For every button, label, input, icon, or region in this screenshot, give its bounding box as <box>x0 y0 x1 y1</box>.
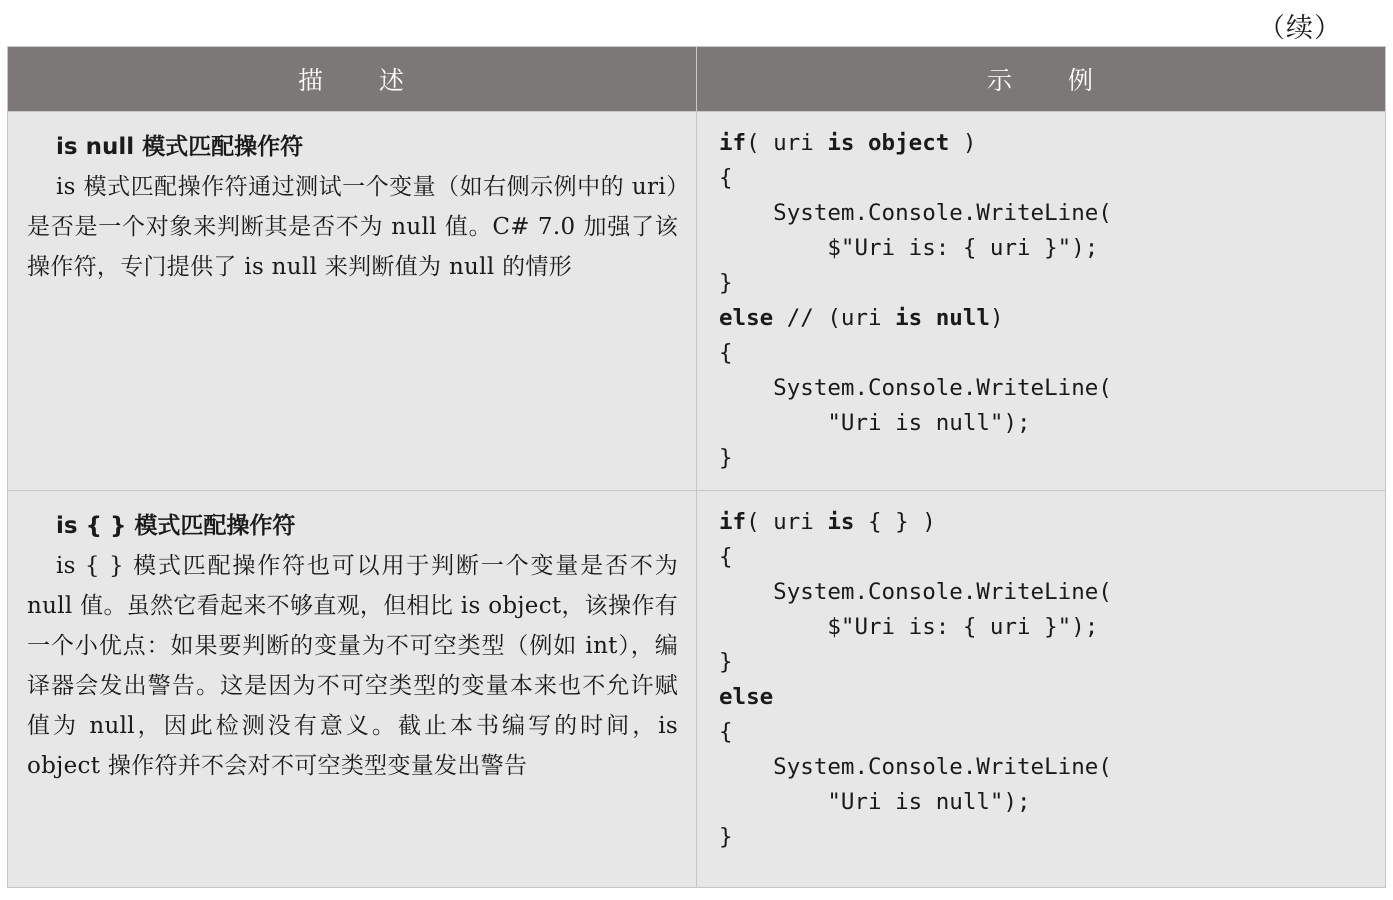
code-example: if( uri is object ) { System.Console.WriteLine( $"Uri is: { uri }"); } else // (uri is null) { System.Console.WriteLine( "Uri is null"); } <box>719 130 1112 471</box>
code-example: if( uri is { } ) { System.Console.WriteLine( $"Uri is: { uri }"); } else { System.Console.WriteLine( "Uri is null"); } <box>719 509 1112 850</box>
description-cell <box>8 491 697 888</box>
table-header-row <box>8 47 1386 112</box>
description-title: is null 模式匹配操作符 <box>56 134 304 160</box>
description-cell <box>8 112 697 491</box>
table-row <box>8 491 1386 888</box>
operator-table <box>7 46 1386 888</box>
table-row <box>8 112 1386 491</box>
header-description: 描 述 <box>8 47 697 112</box>
description-text: is 模式匹配操作符通过测试一个变量（如右侧示例中的 uri）是否是一个对象来判断其是否不为 null 值。C# 7.0 加强了该操作符，专门提供了 is null 来判断值为 null 的情形 <box>27 174 678 280</box>
header-example: 示 例 <box>697 47 1386 112</box>
description-text: is { } 模式匹配操作符也可以用于判断一个变量是否不为 null 值。虽然它看起来不够直观，但相比 is object，该操作有一个小优点：如果要判断的变量为不可空类型（例如 int），编译器会发出警告。这是因为不可空类型的变量本来也不允许赋值为 null，因此检测没有意义。截止本书编写的时间，is object 操作符并不会对不可空类型变量发出警告 <box>27 553 678 779</box>
example-cell <box>697 491 1386 888</box>
continuation-label: （续） <box>1258 13 1342 44</box>
description-title: is { } 模式匹配操作符 <box>56 513 296 539</box>
example-cell <box>697 112 1386 491</box>
